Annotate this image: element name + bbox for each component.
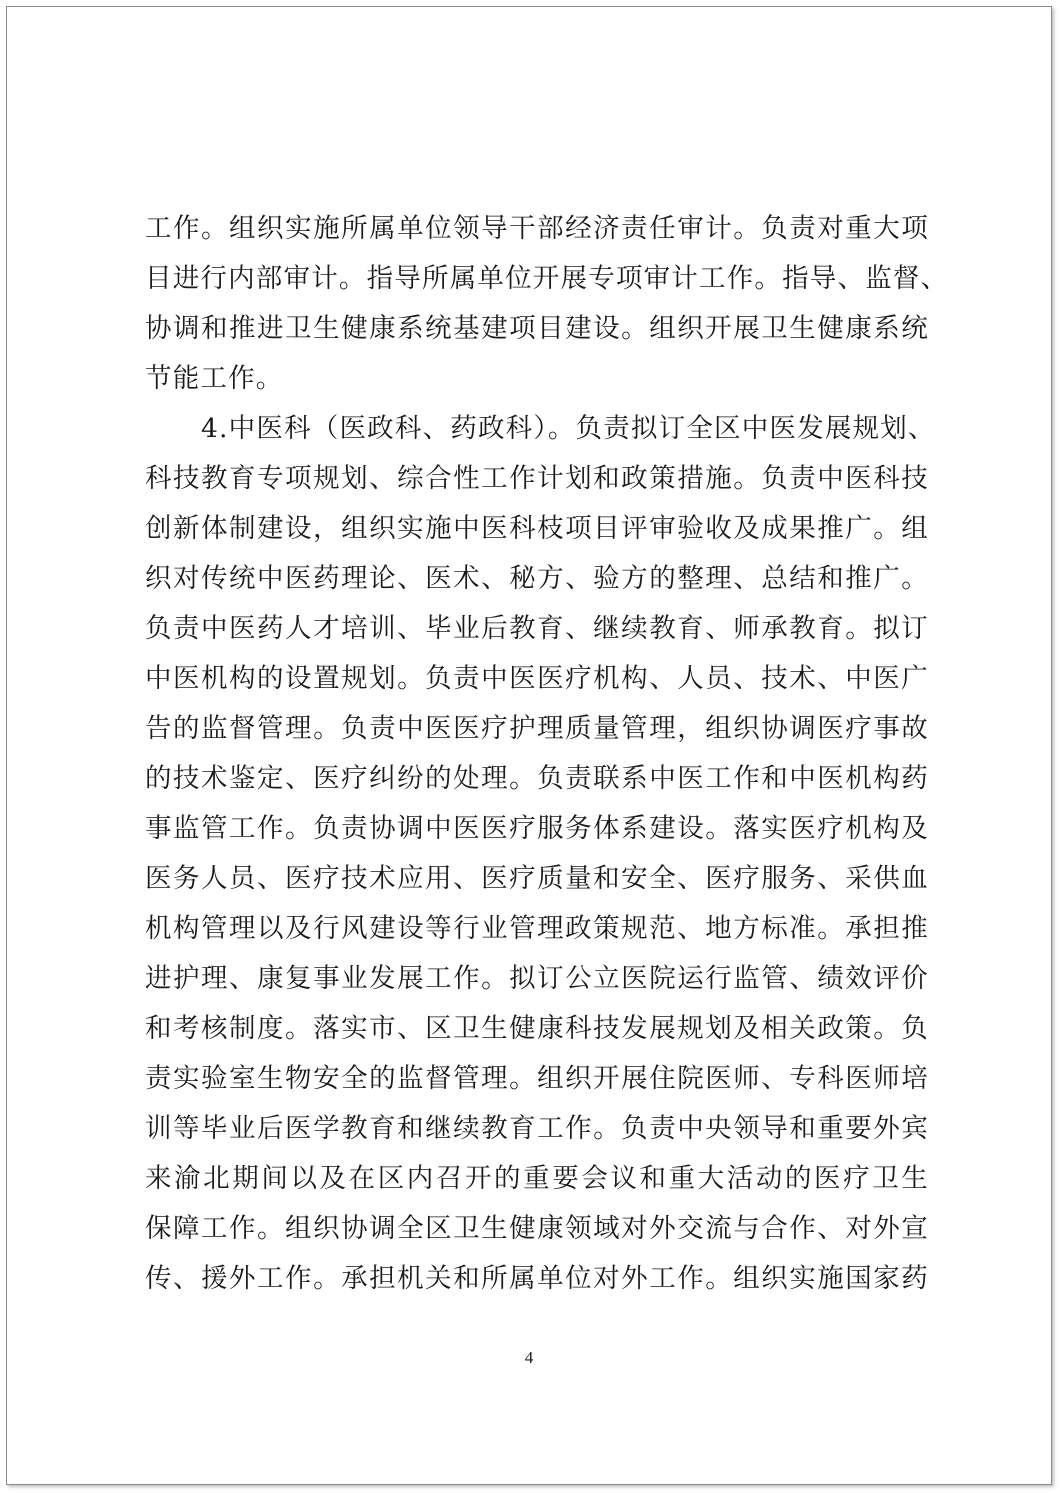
text-line: 责实验室生物安全的监督管理。组织开展住院医师、专科医师培 bbox=[145, 1063, 929, 1094]
document-page bbox=[6, 6, 1052, 1485]
text-line: 负责中医药人才培训、毕业后教育、继续教育、师承教育。拟订 bbox=[145, 613, 929, 644]
text-line: 工作。组织实施所属单位领导干部经济责任审计。负责对重大项 bbox=[145, 213, 929, 244]
page-number: 4 bbox=[524, 1348, 534, 1367]
text-line: 告的监督管理。负责中医医疗护理质量管理，组织协调医疗事故 bbox=[145, 713, 929, 744]
text-line: 节能工作。 bbox=[145, 363, 284, 394]
text-line: 创新体制建设，组织实施中医科枝项目评审验收及成果推广。组 bbox=[145, 513, 929, 544]
text-line: 机构管理以及行风建设等行业管理政策规范、地方标准。承担推 bbox=[145, 913, 929, 944]
text-line: 来渝北期间以及在区内召开的重要会议和重大活动的医疗卫生 bbox=[145, 1163, 929, 1194]
text-line: 传、援外工作。承担机关和所属单位对外工作。组织实施国家药 bbox=[145, 1263, 929, 1294]
text-line: 保障工作。组织协调全区卫生健康领域对外交流与合作、对外宣 bbox=[145, 1213, 929, 1244]
text-line: 的技术鉴定、医疗纠纷的处理。负责联系中医工作和中医机构药 bbox=[145, 763, 929, 794]
text-line: 事监管工作。负责协调中医医疗服务体系建设。落实医疗机构及 bbox=[145, 813, 929, 844]
text-line: 中医机构的设置规划。负责中医医疗机构、人员、技术、中医广 bbox=[145, 663, 929, 694]
body-text bbox=[145, 204, 949, 1304]
text-line: 和考核制度。落实市、区卫生健康科技发展规划及相关政策。负 bbox=[145, 1013, 929, 1044]
text-line: 训等毕业后医学教育和继续教育工作。负责中央领导和重要外宾 bbox=[145, 1113, 929, 1144]
text-line: 协调和推进卫生健康系统基建项目建设。组织开展卫生健康系统 bbox=[145, 313, 929, 344]
section-heading-line: 4.中医科（医政科、药政科）。负责拟订全区中医发展规划、 bbox=[201, 413, 936, 444]
text-line: 织对传统中医药理论、医术、秘方、验方的整理、总结和推广。 bbox=[145, 563, 929, 594]
text-line: 医务人员、医疗技术应用、医疗质量和安全、医疗服务、采供血 bbox=[145, 863, 929, 894]
text-line: 科技教育专项规划、综合性工作计划和政策措施。负责中医科技 bbox=[145, 463, 929, 494]
text-line: 目进行内部审计。指导所属单位开展专项审计工作。指导、监督、 bbox=[145, 263, 949, 294]
text-line: 进护理、康复事业发展工作。拟订公立医院运行监管、绩效评价 bbox=[145, 963, 929, 994]
